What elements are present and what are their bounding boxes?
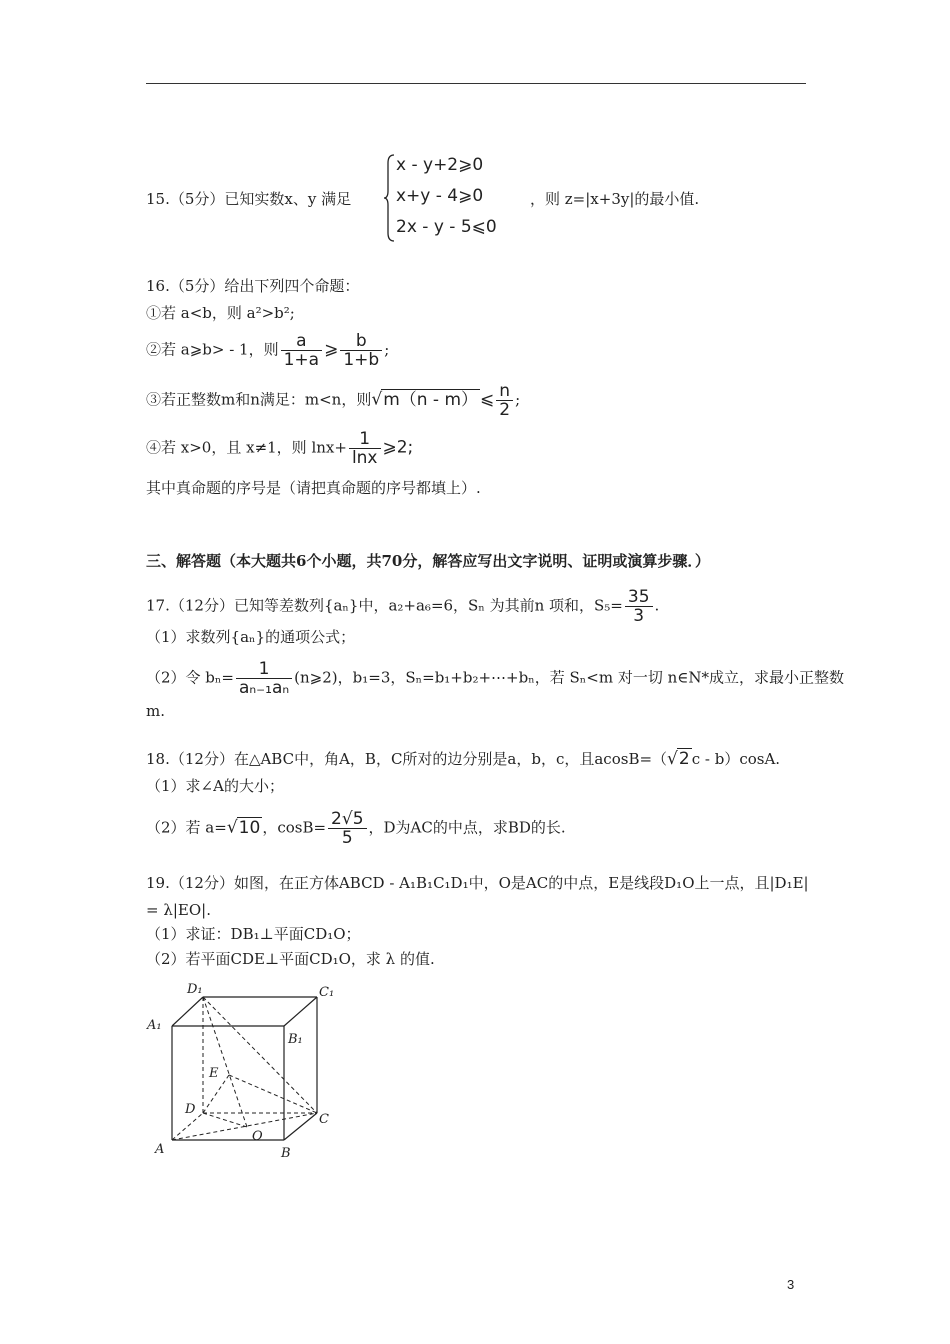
q15-lead: 15.（5分）已知实数x、y 满足 — [146, 190, 352, 208]
q17-bn-frac: $\frac{1}{\text{aₙ₋₁aₙ}}$ — [236, 660, 292, 697]
q16-p3-lead: ③若正整数m和n满足：m<n，则 — [146, 390, 372, 409]
q16-p4-lead: ④若 x>0，且 x≠1，则 lnx+ — [146, 438, 347, 457]
q15-ineq-3: 2x - y - 5⩽0 — [396, 217, 497, 237]
q17-p2-lead: （2）令 bₙ= — [146, 668, 234, 687]
sqrt-icon: √ — [667, 749, 678, 769]
q16-prop-2: ②若 a⩾b> - 1，则 $\frac{a}{1+a}$ ⩾ $\frac{b}{1+b}$ ; — [146, 331, 390, 370]
q17-s5-frac: $\frac{35}{3}$ — [625, 588, 653, 625]
label-B: B — [281, 1146, 291, 1160]
q18-stem: 18.（12分）在△ABC中，角A，B，C所对的边分别是a，b，c，且acosB=（√2 c - b）cosA. — [146, 749, 781, 769]
page-number: 3 — [787, 1277, 795, 1292]
header-rule — [146, 83, 806, 84]
label-D1: D₁ — [187, 982, 203, 997]
q16-p2-frac-a: $\frac{a}{1+a}$ — [281, 332, 322, 369]
q19-stem-2: = λ|EO|. — [146, 901, 211, 919]
q19-stem-1: 19.（12分）如图，在正方体ABCD - A₁B₁C₁D₁中，O是AC的中点，E是线段D₁O上一点，且|D₁E| — [146, 874, 809, 892]
q15-ineq-1: x - y+2⩾0 — [396, 155, 484, 175]
sqrt-icon: √ — [371, 389, 383, 410]
q19-part-2: （2）若平面CDE⊥平面CD₁O，求 λ 的值. — [146, 950, 435, 968]
label-C: C — [319, 1112, 329, 1127]
q19-part-1: （1）求证：DB₁⊥平面CD₁O； — [146, 925, 361, 943]
label-A: A — [155, 1142, 165, 1157]
q16-prop-3: ③若正整数m和n满足：m<n，则√m（n - m） ⩽ $\frac{n}{2}$ ; — [146, 381, 521, 420]
section-3-heading: 三、解答题（本大题共6个小题，共70分，解答应写出文字说明、证明或演算步骤．） — [146, 552, 710, 570]
q15-inequality-system — [384, 153, 524, 243]
label-O: O — [252, 1129, 263, 1144]
q17-stem: 17.（12分）已知等差数列{aₙ}中，a₂+a₆=6，Sₙ 为其前n 项和，S₅= $\frac{35}{3}$ . — [146, 587, 660, 626]
label-D: D — [185, 1102, 196, 1117]
q15-tail: ，则 z=|x+3y|的最小值. — [530, 190, 700, 208]
q18-part-2: （2）若 a=√10 ，cosB= $\frac{2√5}{5}$ ，D为AC的中点，求BD的长. — [146, 809, 566, 848]
q17-part-2 — [146, 660, 844, 697]
q16-p4-frac: $\frac{1}{\ln x}$ — [349, 430, 381, 467]
q18-part-1: （1）求∠A的大小； — [146, 777, 284, 795]
q16-prop-4: ④若 x>0，且 x≠1，则 lnx+ $\frac{1}{\ln x}$ ⩾2; — [146, 429, 414, 468]
q16-p2-lead: ②若 a⩾b> - 1，则 — [146, 340, 279, 359]
label-B1: B₁ — [288, 1032, 303, 1047]
label-C1: C₁ — [319, 985, 335, 1000]
q16-prop-1: ①若 a<b，则 a²>b²; — [146, 304, 295, 322]
cube-figure — [145, 980, 345, 1160]
q16-p2-relation: ⩾ — [324, 339, 339, 360]
label-A1: A₁ — [147, 1018, 162, 1033]
label-E: E — [209, 1066, 219, 1081]
q16-stem: 16.（5分）给出下列四个命题： — [146, 277, 360, 295]
q18-stem-lead: 18.（12分）在△ABC中，角A，B，C所对的边分别是a，b，c，且acosB=（ — [146, 750, 668, 768]
q17-part-2-end: m. — [146, 702, 165, 720]
q17-p2-tail: (n⩾2)，b₁=3，Sₙ=b₁+b₂+⋯+bₙ，若 Sₙ<m 对一切 n∈N*成立，求最小正整数 — [294, 668, 844, 687]
sqrt-icon: √ — [226, 817, 238, 838]
q16-p3-frac: $\frac{n}{2}$ — [496, 382, 513, 419]
q15-ineq-2: x+y - 4⩾0 — [396, 186, 484, 206]
brace-icon — [384, 153, 396, 243]
q16-p2-frac-b: $\frac{b}{1+b}$ — [340, 332, 382, 369]
q18-p2-lead: （2）若 a= — [146, 818, 227, 837]
q18-cosb-frac: $\frac{2√5}{5}$ — [328, 810, 366, 847]
q16-ask: 其中真命题的序号是（请把真命题的序号都填上）. — [146, 479, 481, 497]
q17-part-1: （1）求数列{aₙ}的通项公式； — [146, 628, 356, 646]
q16-p3-radicand: m（n - m） — [383, 389, 479, 410]
q17-stem-text: 17.（12分）已知等差数列{aₙ}中，a₂+a₆=6，Sₙ 为其前n 项和，S₅= — [146, 596, 623, 615]
